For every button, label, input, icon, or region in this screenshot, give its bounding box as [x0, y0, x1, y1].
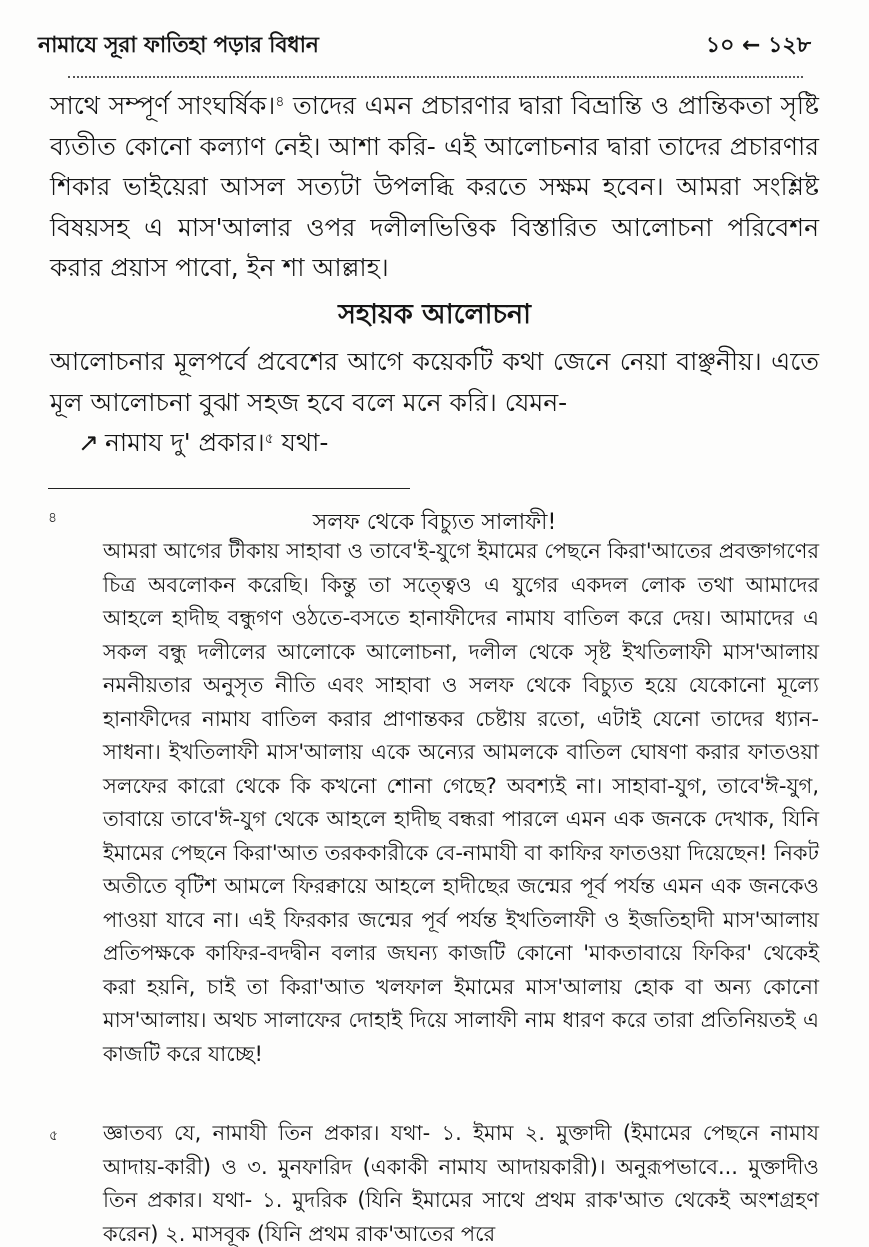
footnote-4-title: সলফ থেকে বিচ্যুত সালাফী! — [312, 510, 557, 535]
page-reference: ১০ ← ১২৮ — [705, 33, 811, 58]
header-dotted-rule — [68, 76, 803, 78]
footnote-ref-4[interactable]: ৪ — [275, 94, 285, 111]
footnote-5-text: জ্ঞাতব্য যে, নামাযী তিন প্রকার। যথা- ১. ইমাম ২. মুক্তাদী (ইমামের পেছনে নামায আদায়-কারী) ও ৩. মুনফারিদ (একাকী নামায আদায়কারী)। অনুরূপভাবে... মুক্তাদীও তিন প্রকার। যথা- ১. মুদরিক (যিনি ইমামের সাথে প্রথম রাক'আত থেকেই অংশগ্রহণ করেন) ২. মাসবূক (যিনি প্রথম রাক'আতের পরে — [103, 1121, 819, 1246]
body-paragraph-2: আলোচনার মূলপর্বে প্রবেশের আগে কয়েকটি কথা জেনে নেয়া বাঞ্ছনীয়। এতে মূল আলোচনা বুঝা সহজ হবে বলে মনে করি। যেমন- — [50, 347, 819, 417]
paragraph-1-continued: তাদের এমন প্রচারণার দ্বারা বিভ্রান্তি ও প্রান্তিকতা সৃষ্টি ব্যতীত কোনো কল্যাণ নেই। আশা করি- এই আলোচনার দ্বারা তাদের প্রচারণার শিকার ভাইয়েরা আসল সত্যটা উপলব্ধি করতে সক্ষম হবেন। আমরা সংশ্লিষ্ট বিষয়সহ এ মাস'আলার ওপর দলীলভিত্তিক বিস্তারিত আলোচনা পরিবেশন করার প্রয়াস পাবো, ইন শা আল্লাহ। — [50, 91, 819, 283]
bullet-after: যথা- — [273, 428, 329, 457]
footnote-ref-5[interactable]: ৫ — [264, 431, 274, 448]
bullet-line — [78, 423, 328, 466]
bullet-text: নামায দু' প্রকার। — [104, 428, 265, 457]
footnote-4-text: আমরা আগের টীকায় সাহাবা ও তাবে'ই-যুগে ইমামের পেছনে কিরা'আতের প্রবক্তাগণের চিত্র অবলোকন করেছি। কিন্তু তা সত্ত্বেও এ যুগের একদল লোক তথা আমাদের আহলে হাদীছ বন্ধুগণ ওঠতে-বসতে হানাফীদের নামায বাতিল করে দেয়। আমাদের এ সকল বন্ধু দলীলের আলোকে আলোচনা, দলীল থেকে সৃষ্ট ইখতিলাফী মাস'আলায় নমনীয়তার অনুসৃত নীতি এবং সাহাবা ও সলফ থেকে বিচ্যুত হয়ে যেকোনো মূল্যে হানাফীদের নামায বাতিল করার প্রাণান্তকর চেষ্টায় রতো, এটাই যেনো তাদের ধ্যান-সাধনা। ইখতিলাফী মাস'আলায় একে অন্যের আমলকে বাতিল ঘোষণা করার ফাতওয়া সলফের কারো থেকে কি কখনো শোনা গেছে? অবশ্যই না। সাহাবা-যুগ, তাবে'ঈ-যুগ, তাবায়ে তাবে'ঈ-যুগ থেকে আহলে হাদীছ বন্ধরা পারলে এমন এক জনকে দেখাক, যিনি ইমামের পেছনে কিরা'আত তরককারীকে বে-নামাযী বা কাফির ফাতওয়া দিয়েছেন! নিকট অতীতে বৃটিশ আমলে ফিরক্বায়ে আহলে হাদীছের জন্মের পূর্ব পর্যন্ত এমন এক জনকেও পাওয়া যাবে না। এই ফিরকার জন্মের পূর্ব পর্যন্ত ইখতিলাফী ও ইজতিহাদী মাস'আলায় প্রতিপক্ষকে কাফির-বদদ্বীন বলার জঘন্য কাজটি কোনো 'মাকতাবায়ে ফিকির' থেকেই করা হয়নি, চাই তা কিরা'আত খলফাল ইমামের মাস'আলায় হোক বা অন্য কোনো মাস'আলায়। অথচ সালাফের দোহাই দিয়ে সালাফী নাম ধারণ করে তারা প্রতিনিয়তই এ কাজটি করে যাচ্ছে! — [103, 539, 819, 1066]
paragraph-1-text: সাথে সম্পূর্ণ সাংঘর্ষিক। — [50, 91, 276, 120]
running-title: নামাযে সূরা ফাতিহা পড়ার বিধান — [38, 33, 319, 58]
section-heading: সহায়ক আলোচনা — [338, 299, 531, 330]
footnote-divider — [48, 488, 410, 489]
body-paragraph-1 — [50, 86, 819, 289]
curved-arrow-icon: ↗ — [78, 428, 99, 457]
footnote-4-number: ৪ — [48, 510, 58, 526]
footnote-5-number: ৫ — [49, 1128, 59, 1144]
